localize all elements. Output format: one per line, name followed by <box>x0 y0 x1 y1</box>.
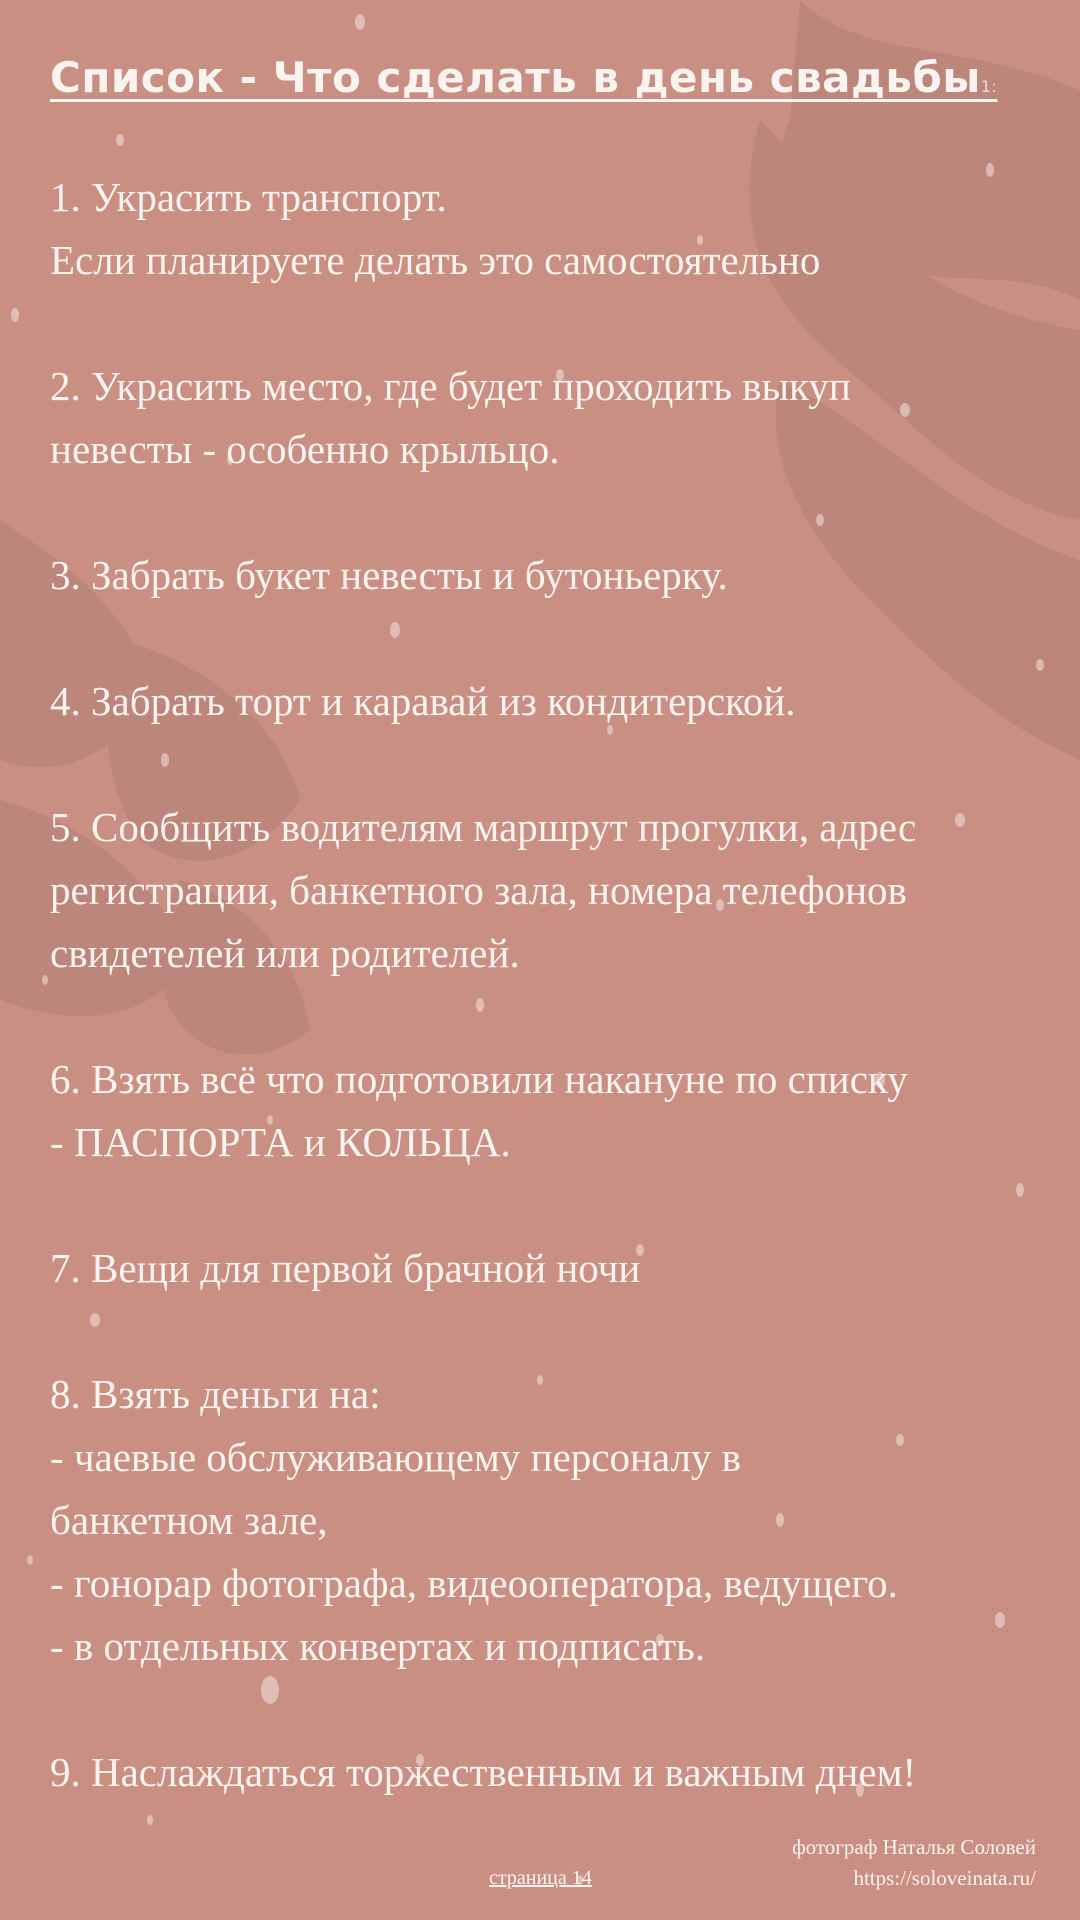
item-spacer <box>50 607 1060 670</box>
page-title <box>50 50 1050 115</box>
photographer-credit <box>792 1832 1036 1894</box>
item-line: - в отдельных конвертах и подписать. <box>50 1623 706 1669</box>
photographer-name: фотограф Наталья Соловей <box>792 1835 1036 1859</box>
checklist-item-4 <box>50 670 1060 733</box>
checklist-item-7 <box>50 1237 1060 1300</box>
item-line: - ПАСПОРТА и КОЛЬЦА. <box>50 1119 511 1165</box>
checklist-item-3 <box>50 544 1060 607</box>
item-line: Если планируете делать это самостоятельно <box>50 237 821 283</box>
checklist-item-8 <box>50 1363 1060 1678</box>
item-line: - чаевые обслуживающему персоналу в <box>50 1434 742 1480</box>
item-spacer <box>50 292 1060 355</box>
item-line: свидетелей или родителей. <box>50 930 520 976</box>
checklist-item-1 <box>50 166 1060 292</box>
item-line: 9. Наслаждаться торжественным и важным днем! <box>50 1749 917 1795</box>
title-mark: 1: <box>980 77 998 96</box>
photographer-url[interactable]: https://soloveinata.ru/ <box>853 1866 1036 1890</box>
item-spacer <box>50 733 1060 796</box>
checklist-item-5 <box>50 796 1060 985</box>
item-spacer <box>50 1174 1060 1237</box>
item-spacer <box>50 1678 1060 1741</box>
item-line: - гонорар фотографа, видеооператора, ведущего. <box>50 1560 898 1606</box>
item-line: регистрации, банкетного зала, номера телефонов <box>50 867 907 913</box>
item-line: 6. Взять всё что подготовили накануне по списку <box>50 1056 908 1102</box>
item-line: банкетном зале, <box>50 1497 328 1543</box>
item-line: 4. Забрать торт и каравай из кондитерской. <box>50 678 796 724</box>
item-spacer <box>50 481 1060 544</box>
item-line: 7. Вещи для первой брачной ночи <box>50 1245 641 1291</box>
item-line: 2. Украсить место, где будет проходить выкуп <box>50 363 851 409</box>
item-line: 5. Сообщить водителям маршрут прогулки, адрес <box>50 804 917 850</box>
checklist-item-6 <box>50 1048 1060 1174</box>
item-line: 3. Забрать букет невесты и бутоньерку. <box>50 552 728 598</box>
item-line: 8. Взять деньги на: <box>50 1371 381 1417</box>
checklist <box>50 166 1060 1804</box>
item-spacer <box>50 985 1060 1048</box>
item-line: 1. Украсить транспорт. <box>50 174 447 220</box>
page-number-link[interactable]: страница 14 <box>489 1867 592 1889</box>
page-title-text: Список - Что сделать в день свадьбы <box>50 53 981 102</box>
item-spacer <box>50 1300 1060 1363</box>
checklist-item-9 <box>50 1741 1060 1804</box>
item-line: невесты - особенно крыльцо. <box>50 426 560 472</box>
checklist-item-2 <box>50 355 1060 481</box>
